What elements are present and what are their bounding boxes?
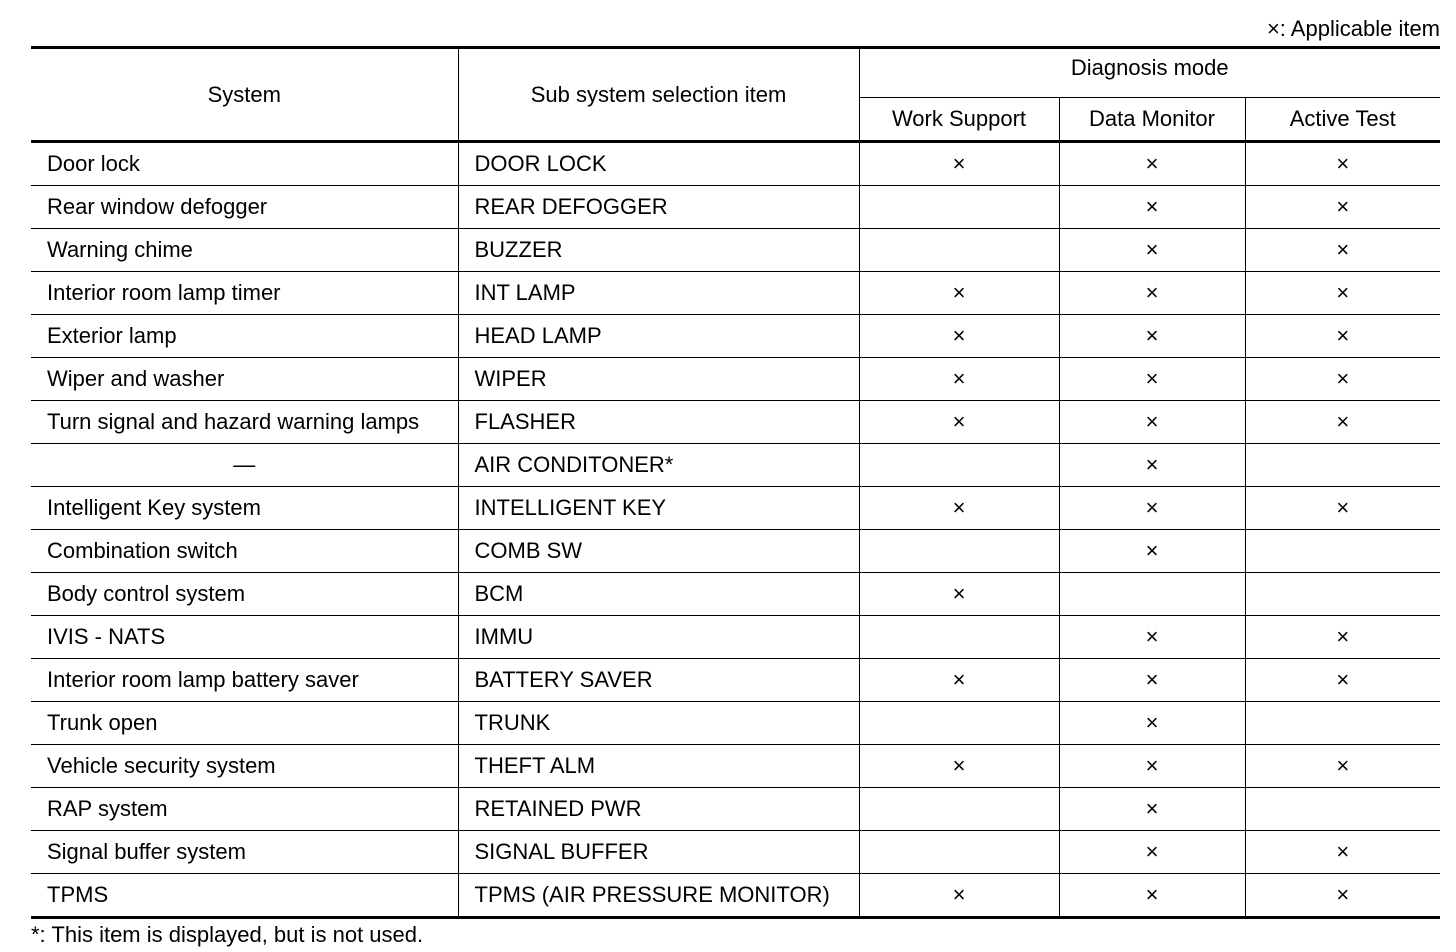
system-cell: Interior room lamp timer (31, 272, 458, 315)
work-support-cell: × (859, 487, 1059, 530)
header-system: System (31, 48, 458, 142)
active-test-cell: × (1245, 487, 1440, 530)
table-row (31, 616, 1440, 659)
applicable-item-legend: ×: Applicable item (1266, 16, 1440, 41)
sub-system-cell: AIR CONDITONER* (458, 444, 859, 487)
active-test-cell (1245, 444, 1440, 487)
table-row (31, 272, 1440, 315)
sub-system-cell: BATTERY SAVER (458, 659, 859, 702)
data-monitor-cell: × (1059, 186, 1245, 229)
sub-system-cell: TPMS (AIR PRESSURE MONITOR) (458, 874, 859, 918)
data-monitor-cell: × (1059, 487, 1245, 530)
table-row (31, 186, 1440, 229)
header-data-monitor: Data Monitor (1059, 98, 1245, 142)
work-support-cell: × (859, 358, 1059, 401)
table-row (31, 702, 1440, 745)
work-support-cell: × (859, 745, 1059, 788)
header-diagnosis-mode: Diagnosis mode (859, 48, 1440, 98)
data-monitor-cell: × (1059, 358, 1245, 401)
active-test-cell: × (1245, 142, 1440, 186)
sub-system-cell: IMMU (458, 616, 859, 659)
system-cell: TPMS (31, 874, 458, 918)
active-test-cell: × (1245, 831, 1440, 874)
active-test-cell: × (1245, 229, 1440, 272)
diagnosis-mode-table (31, 46, 1440, 919)
active-test-cell: × (1245, 272, 1440, 315)
system-cell: Signal buffer system (31, 831, 458, 874)
sub-system-cell: BCM (458, 573, 859, 616)
sub-system-cell: COMB SW (458, 530, 859, 573)
header-work-support: Work Support (859, 98, 1059, 142)
work-support-cell (859, 788, 1059, 831)
data-monitor-cell: × (1059, 874, 1245, 918)
sub-system-cell: FLASHER (458, 401, 859, 444)
data-monitor-cell: × (1059, 659, 1245, 702)
system-cell: Body control system (31, 573, 458, 616)
data-monitor-cell (1059, 573, 1245, 616)
work-support-cell (859, 229, 1059, 272)
table-row (31, 142, 1440, 186)
footnote: *: This item is displayed, but is not used. (31, 922, 424, 947)
table-row (31, 831, 1440, 874)
data-monitor-cell: × (1059, 831, 1245, 874)
system-cell: Trunk open (31, 702, 458, 745)
active-test-cell: × (1245, 616, 1440, 659)
system-cell: Wiper and washer (31, 358, 458, 401)
system-cell: Vehicle security system (31, 745, 458, 788)
sub-system-cell: BUZZER (458, 229, 859, 272)
table-row (31, 401, 1440, 444)
system-cell: Combination switch (31, 530, 458, 573)
table-row (31, 444, 1440, 487)
system-cell: IVIS - NATS (31, 616, 458, 659)
table-row (31, 229, 1440, 272)
data-monitor-cell: × (1059, 745, 1245, 788)
sub-system-cell: TRUNK (458, 702, 859, 745)
table-row (31, 358, 1440, 401)
table-row (31, 487, 1440, 530)
system-cell: Door lock (31, 142, 458, 186)
system-cell: — (31, 444, 458, 487)
system-cell: RAP system (31, 788, 458, 831)
system-cell: Interior room lamp battery saver (31, 659, 458, 702)
data-monitor-cell: × (1059, 444, 1245, 487)
active-test-cell (1245, 702, 1440, 745)
system-cell: Exterior lamp (31, 315, 458, 358)
data-monitor-cell: × (1059, 272, 1245, 315)
table-body (31, 142, 1440, 918)
active-test-cell (1245, 788, 1440, 831)
table-row (31, 530, 1440, 573)
data-monitor-cell: × (1059, 142, 1245, 186)
table-row (31, 573, 1440, 616)
work-support-cell: × (859, 272, 1059, 315)
sub-system-cell: INT LAMP (458, 272, 859, 315)
work-support-cell: × (859, 659, 1059, 702)
sub-system-cell: DOOR LOCK (458, 142, 859, 186)
sub-system-cell: INTELLIGENT KEY (458, 487, 859, 530)
sub-system-cell: RETAINED PWR (458, 788, 859, 831)
data-monitor-cell: × (1059, 788, 1245, 831)
work-support-cell (859, 831, 1059, 874)
work-support-cell (859, 186, 1059, 229)
table-row (31, 874, 1440, 918)
active-test-cell (1245, 573, 1440, 616)
work-support-cell: × (859, 142, 1059, 186)
data-monitor-cell: × (1059, 315, 1245, 358)
active-test-cell: × (1245, 186, 1440, 229)
table-row (31, 745, 1440, 788)
system-cell: Turn signal and hazard warning lamps (31, 401, 458, 444)
sub-system-cell: WIPER (458, 358, 859, 401)
active-test-cell: × (1245, 874, 1440, 918)
work-support-cell: × (859, 401, 1059, 444)
header-active-test: Active Test (1245, 98, 1440, 142)
sub-system-cell: REAR DEFOGGER (458, 186, 859, 229)
work-support-cell (859, 444, 1059, 487)
active-test-cell: × (1245, 745, 1440, 788)
data-monitor-cell: × (1059, 401, 1245, 444)
data-monitor-cell: × (1059, 616, 1245, 659)
active-test-cell (1245, 530, 1440, 573)
system-cell: Rear window defogger (31, 186, 458, 229)
work-support-cell (859, 616, 1059, 659)
work-support-cell (859, 702, 1059, 745)
system-cell: Intelligent Key system (31, 487, 458, 530)
sub-system-cell: HEAD LAMP (458, 315, 859, 358)
data-monitor-cell: × (1059, 530, 1245, 573)
sub-system-cell: SIGNAL BUFFER (458, 831, 859, 874)
active-test-cell: × (1245, 315, 1440, 358)
data-monitor-cell: × (1059, 229, 1245, 272)
work-support-cell: × (859, 874, 1059, 918)
data-monitor-cell: × (1059, 702, 1245, 745)
active-test-cell: × (1245, 401, 1440, 444)
header-sub-system: Sub system selection item (458, 48, 859, 142)
table-row (31, 315, 1440, 358)
active-test-cell: × (1245, 659, 1440, 702)
table-row (31, 788, 1440, 831)
work-support-cell: × (859, 315, 1059, 358)
active-test-cell: × (1245, 358, 1440, 401)
system-cell: Warning chime (31, 229, 458, 272)
table-row (31, 659, 1440, 702)
work-support-cell: × (859, 573, 1059, 616)
work-support-cell (859, 530, 1059, 573)
sub-system-cell: THEFT ALM (458, 745, 859, 788)
